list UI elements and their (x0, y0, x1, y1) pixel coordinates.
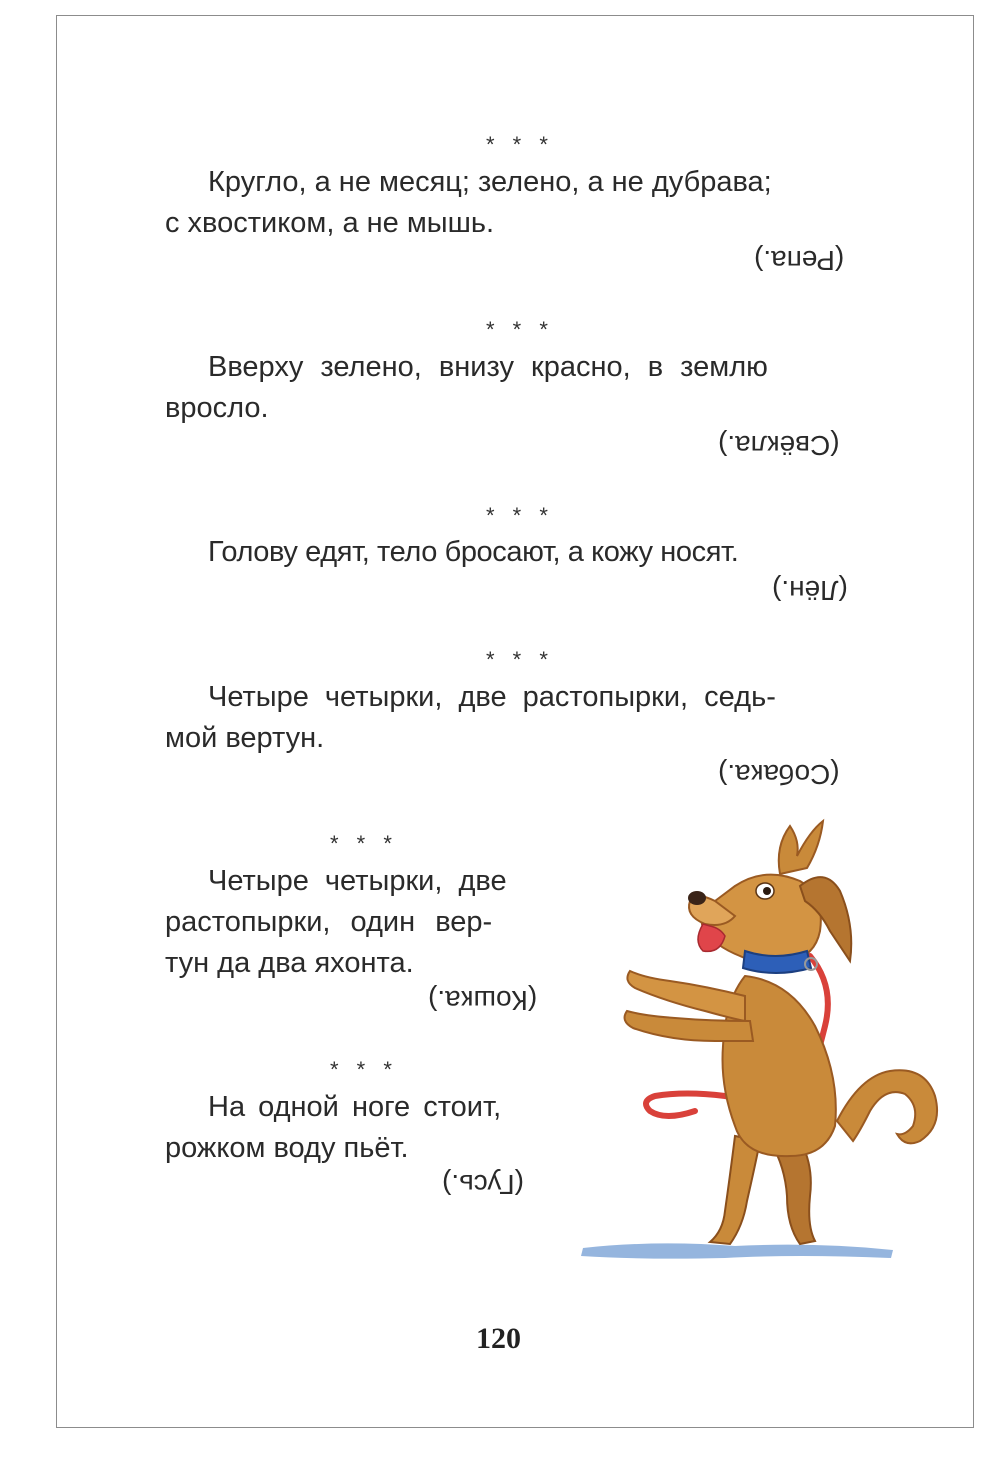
section-separator: * * * (486, 503, 554, 528)
dog-illustration (575, 796, 965, 1276)
riddle-text-line: с хвостиком, а не мышь. (165, 207, 495, 239)
riddle-text-line: тун да два яхонта. (165, 947, 414, 979)
riddle-text-line: мой вертун. (165, 722, 325, 754)
section-separator: * * * (486, 317, 554, 342)
riddle-text-line: растопырки, один вер- (165, 906, 493, 938)
riddle-answer: (Репа.) (754, 245, 845, 276)
riddle-text-line: рожком воду пьёт. (165, 1132, 409, 1164)
riddle-answer: (Собака.) (718, 759, 840, 790)
riddle-answer: (Лён.) (772, 575, 848, 606)
dog-front-leg (710, 1136, 760, 1244)
riddle-text-line (208, 166, 866, 199)
section-separator: * * * (486, 132, 554, 157)
riddle-text-line: На одной ноге стоит, (208, 1091, 502, 1123)
riddle-text-line: вросло. (165, 392, 269, 424)
riddle-text-line: Четыре четырки, две (208, 865, 507, 897)
dog-raised-leg (627, 971, 745, 1021)
dog-nose (688, 891, 706, 905)
page-number: 120 (476, 1322, 521, 1355)
dog-tuft (779, 821, 823, 874)
riddle-text: Кругло, а не месяц; зелено, а не дубрава; (208, 166, 772, 198)
riddle-text-line: Четыре четырки, две растопырки, седь- (208, 681, 776, 713)
dog-pupil (763, 887, 771, 895)
riddle-answer: (Гусь.) (442, 1169, 524, 1200)
riddle-text-line: Вверху зелено, внизу красно, в землю (208, 351, 768, 383)
riddle-answer: (Кошка.) (428, 985, 538, 1016)
section-separator: * * * (330, 1057, 398, 1082)
dog-tail (837, 1070, 937, 1143)
section-separator: * * * (486, 647, 554, 672)
riddle-text-line: Голову едят, тело бросают, а кожу носят. (208, 536, 739, 568)
riddle-answer: (Свёкла.) (718, 430, 840, 461)
section-separator: * * * (330, 831, 398, 856)
ground-shadow (581, 1243, 893, 1258)
